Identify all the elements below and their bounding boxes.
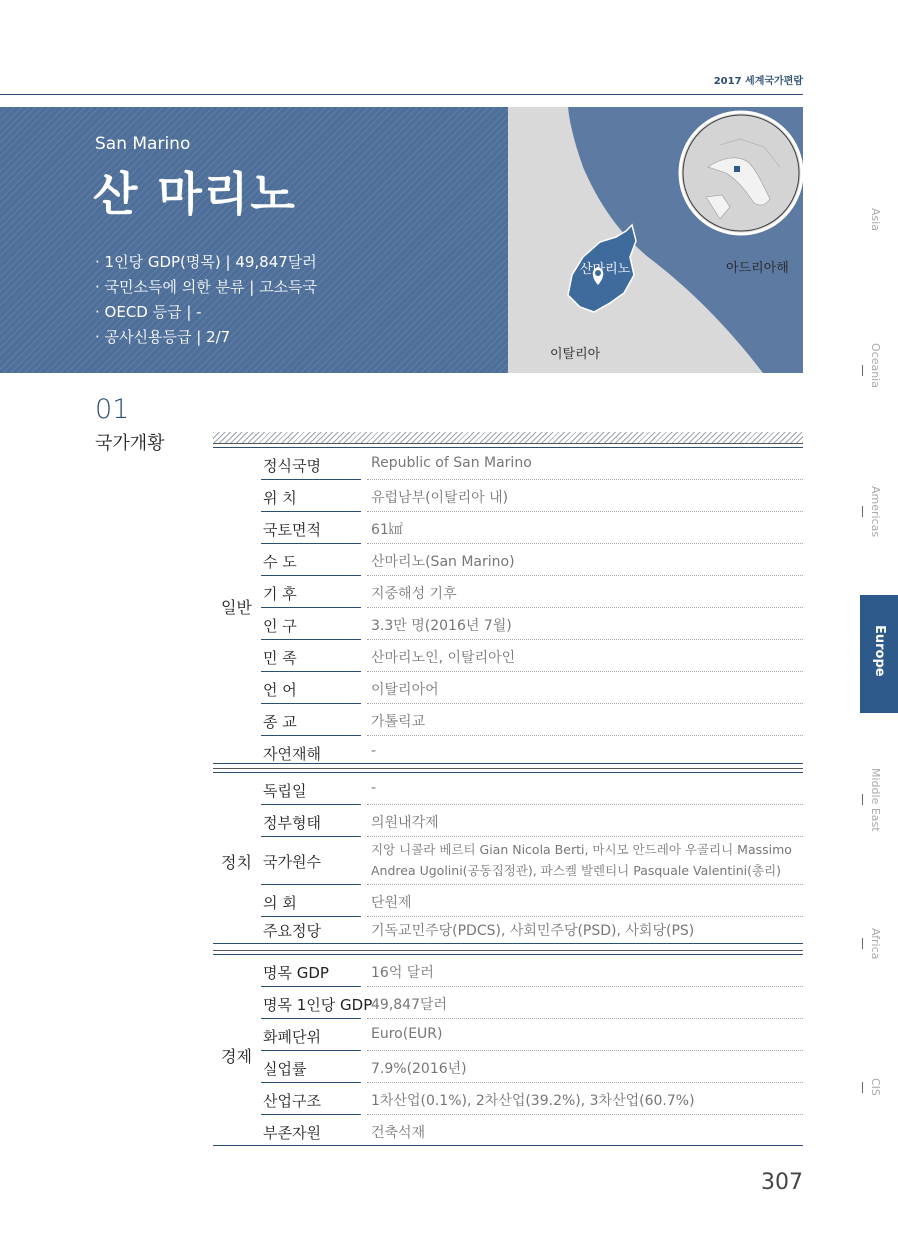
row-key: 언 어 bbox=[263, 681, 297, 699]
table-row bbox=[261, 837, 803, 885]
region-tab-cis[interactable]: CIS bbox=[860, 1078, 898, 1108]
row-value: 61㎢ bbox=[371, 522, 403, 538]
row-key: 산업구조 bbox=[263, 1092, 321, 1110]
table-row bbox=[261, 672, 803, 704]
region-tab-americas[interactable]: Americas bbox=[860, 486, 898, 546]
row-key: 수 도 bbox=[263, 553, 297, 571]
row-value: 1차산업(0.1%), 2차산업(39.2%), 3차산업(60.7%) bbox=[371, 1093, 695, 1109]
row-value: Republic of San Marino bbox=[371, 455, 532, 471]
fact-oecd: · OECD 등급 | - bbox=[95, 303, 202, 321]
row-value: 산마리노(San Marino) bbox=[371, 554, 515, 570]
group-label: 정치 bbox=[221, 853, 252, 872]
region-tab-africa[interactable]: Africa bbox=[860, 928, 898, 968]
row-key: 정부형태 bbox=[263, 814, 321, 832]
country-name-ko: 산 마리노 bbox=[93, 167, 297, 221]
row-key: 인 구 bbox=[263, 617, 297, 635]
row-key: 국토면적 bbox=[263, 521, 321, 539]
region-tab-europe[interactable]: Europe bbox=[860, 595, 898, 713]
table-row bbox=[261, 640, 803, 672]
row-value: 기독교민주당(PDCS), 사회민주당(PSD), 사회당(PS) bbox=[371, 923, 695, 939]
region-tab-oceania[interactable]: Oceania bbox=[860, 343, 898, 403]
row-value: 지중해성 기후 bbox=[371, 586, 457, 602]
fact-gdp: · 1인당 GDP(명목) | 49,847달러 bbox=[95, 253, 317, 271]
row-key: 위 치 bbox=[263, 489, 297, 507]
row-key: 기 후 bbox=[263, 585, 297, 603]
key-facts bbox=[95, 250, 317, 350]
row-value: 16억 달러 bbox=[371, 965, 434, 981]
row-key: 명목 GDP bbox=[263, 964, 329, 982]
row-key: 정식국명 bbox=[263, 457, 321, 475]
row-value: - bbox=[371, 743, 377, 759]
row-value: 산마리노인, 이탈리아인 bbox=[371, 650, 516, 666]
table-row bbox=[261, 805, 803, 837]
fact-credit: · 공사신용등급 | 2/7 bbox=[95, 328, 231, 346]
table-row bbox=[261, 512, 803, 544]
map-label-adriatic: 아드리아해 bbox=[726, 261, 789, 276]
fact-income-class: · 국민소득에 의한 분류 | 고소득국 bbox=[95, 278, 318, 296]
table-row bbox=[261, 1051, 803, 1083]
table-row bbox=[261, 704, 803, 736]
row-value: - bbox=[371, 780, 377, 796]
row-key: 국가원수 bbox=[263, 853, 321, 871]
section-title: 국가개황 bbox=[95, 433, 165, 454]
table-row bbox=[261, 448, 803, 480]
map-label-san-marino: 산마리노 bbox=[580, 262, 631, 277]
group-economy bbox=[213, 950, 803, 1146]
table-row bbox=[261, 955, 803, 987]
group-label: 일반 bbox=[221, 598, 252, 617]
table-row bbox=[261, 987, 803, 1019]
row-value: 의원내각제 bbox=[371, 815, 439, 831]
row-value: 건축석재 bbox=[371, 1125, 426, 1141]
row-value: 49,847달러 bbox=[371, 997, 448, 1013]
page-number: 307 bbox=[761, 1170, 803, 1195]
row-value: Euro(EUR) bbox=[371, 1026, 443, 1042]
group-general bbox=[213, 443, 803, 764]
row-value: 가톨릭교 bbox=[371, 714, 426, 730]
row-key: 의 회 bbox=[263, 894, 297, 912]
region-tab-asia[interactable]: Asia bbox=[869, 208, 882, 232]
table-row bbox=[261, 544, 803, 576]
row-value: 3.3만 명(2016년 7월) bbox=[371, 618, 512, 634]
table-row bbox=[261, 913, 803, 945]
row-value: 이탈리아어 bbox=[371, 682, 439, 698]
table-row bbox=[261, 576, 803, 608]
table-row bbox=[261, 773, 803, 805]
row-key: 실업률 bbox=[263, 1060, 307, 1078]
location-map bbox=[508, 107, 803, 373]
row-key: 명목 1인당 GDP bbox=[263, 996, 373, 1014]
row-key: 독립일 bbox=[263, 782, 307, 800]
group-label: 경제 bbox=[221, 1047, 252, 1066]
row-value: 7.9%(2016년) bbox=[371, 1061, 467, 1077]
group-politics bbox=[213, 768, 803, 944]
row-key: 주요정당 bbox=[263, 922, 321, 940]
row-key: 종 교 bbox=[263, 713, 297, 731]
table-row bbox=[261, 1019, 803, 1051]
row-key: 화폐단위 bbox=[263, 1028, 321, 1046]
row-key: 민 족 bbox=[263, 649, 297, 667]
section-number: 01 bbox=[95, 394, 130, 425]
row-value: 유럽남부(이탈리아 내) bbox=[371, 490, 509, 506]
table-row bbox=[261, 1083, 803, 1115]
table-row bbox=[261, 480, 803, 512]
section-hatch-rule bbox=[213, 432, 803, 443]
table-row bbox=[261, 1115, 803, 1147]
row-value: 지앙 니콜라 베르티 Gian Nicola Berti, 마시모 안드레아 우골리니 Massimo Andrea Ugolini(공동집정관), 파스켈 발렌티니 Pasquale Valentini(총리) bbox=[371, 842, 792, 878]
table-row bbox=[261, 608, 803, 640]
row-key: 부존자원 bbox=[263, 1124, 321, 1142]
row-value: 단원제 bbox=[371, 895, 412, 911]
region-tab-middle-east[interactable]: Middle East bbox=[860, 768, 898, 838]
running-header: 2017 세계국가편람 bbox=[713, 76, 803, 87]
map-label-italy: 이탈리아 bbox=[550, 347, 601, 362]
row-key: 자연재해 bbox=[263, 745, 321, 763]
header-rule bbox=[0, 94, 803, 95]
country-name-en: San Marino bbox=[95, 134, 191, 154]
inset-globe bbox=[680, 112, 802, 234]
